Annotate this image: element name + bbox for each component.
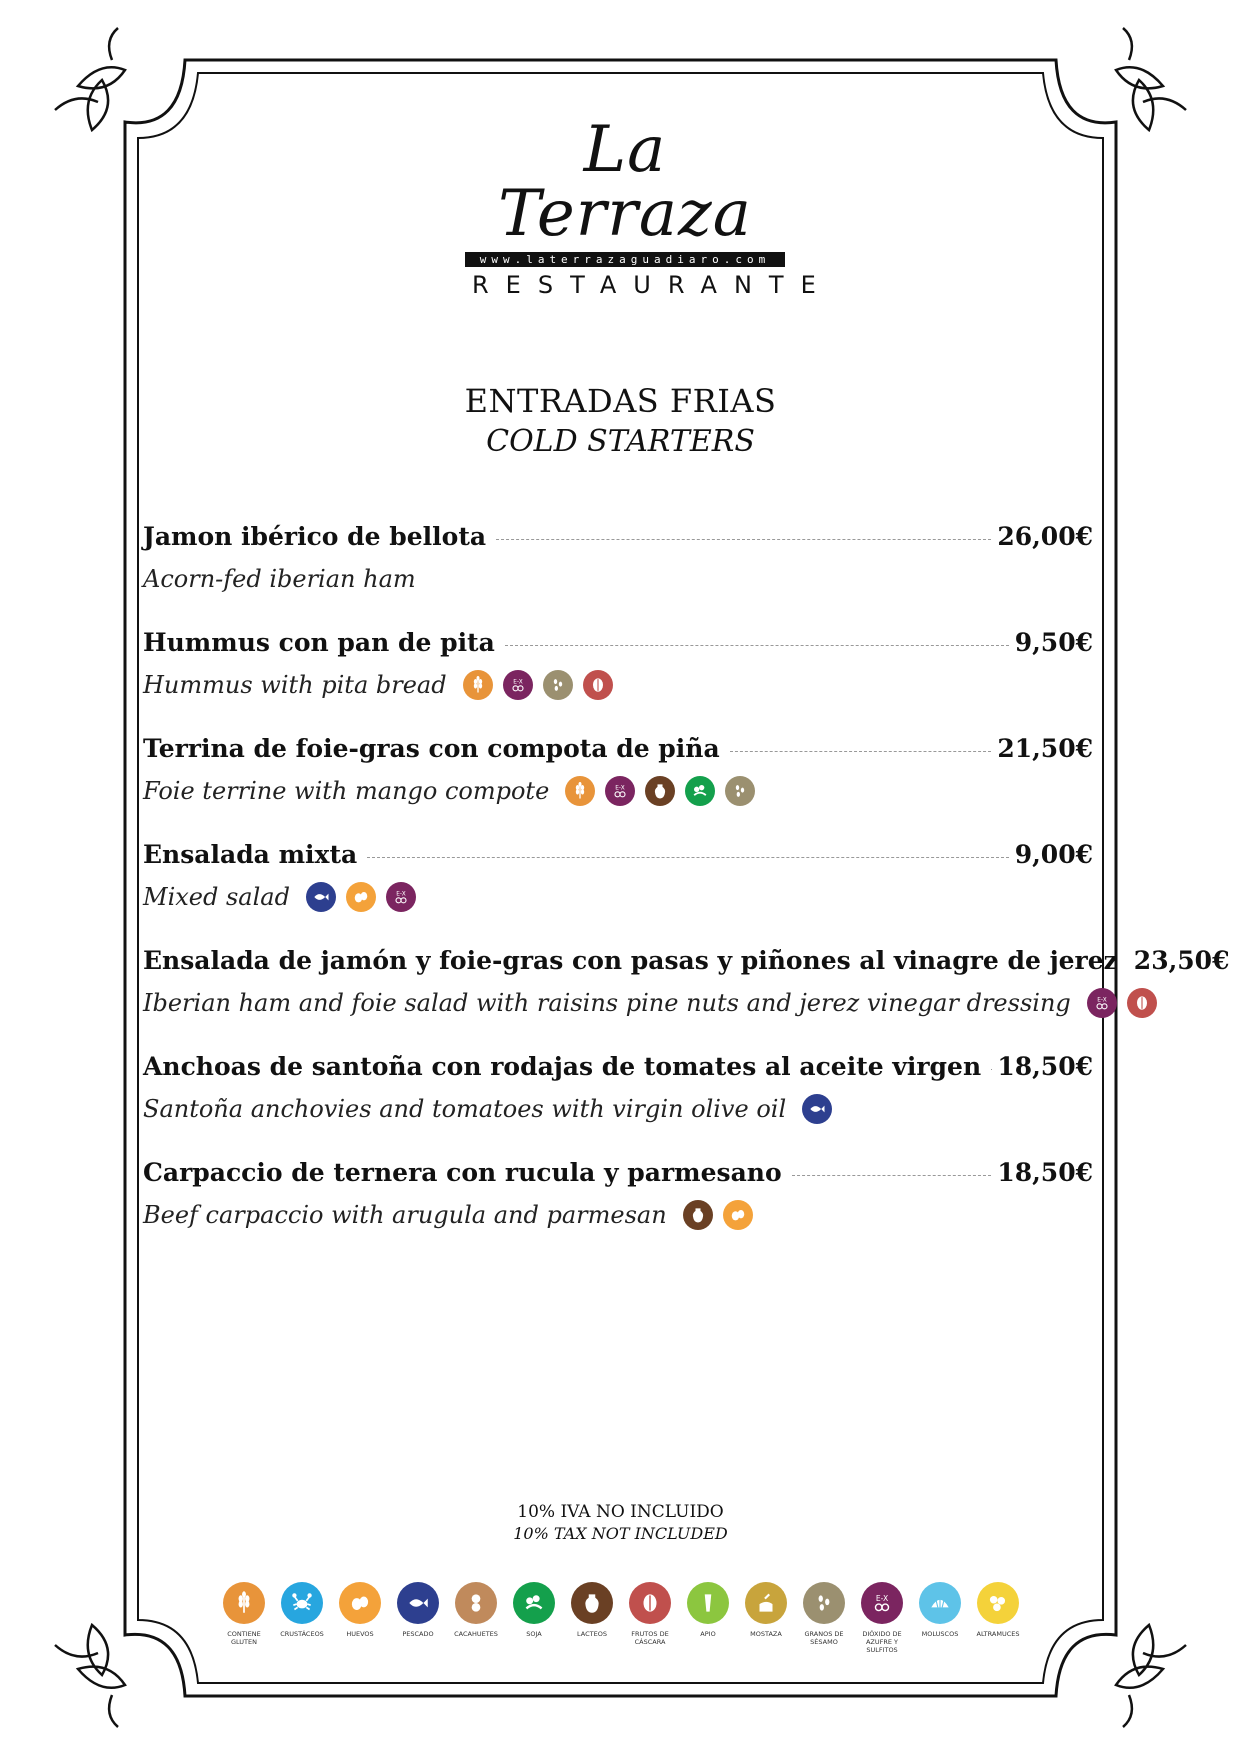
allergen-icons [1087,988,1157,1018]
legend-label: PESCADO [402,1630,434,1638]
legend-label: APIO [700,1630,716,1638]
legend-item [216,1582,272,1654]
menu-item-header [143,734,1093,770]
legend-item [912,1582,968,1654]
restaurant-logo [455,113,833,299]
legend-label: GRANOS DE SÉSAMO [804,1630,844,1646]
menu-item-details [143,772,1093,810]
dish-description: Santoña anchovies and tomatoes with virgin olive oil [143,1095,787,1123]
legend-label: CONTIENE GLUTEN [227,1630,261,1646]
logo-url: www.laterrazaguadiaro.com [465,252,785,267]
dish-description: Hummus with pita bread [143,671,447,699]
dish-price: 21,50€ [997,734,1093,763]
legend-item [448,1582,504,1654]
legend-item [332,1582,388,1654]
dish-name: Hummus con pan de pita [143,628,495,657]
legend-label: CRUSTÁCEOS [280,1630,324,1638]
legend-label: CACAHUETES [454,1630,498,1638]
frutos-allergen-icon [583,670,613,700]
dish-price: 18,50€ [997,1052,1093,1081]
sulfitos-allergen-icon [1087,988,1117,1018]
cacahuetes-allergen-icon [455,1582,497,1624]
logo-subtitle: RESTAURANTE [472,271,833,299]
legend-item [622,1582,678,1654]
svg-text:E-X: E-X [396,891,406,898]
sesamo-allergen-icon [803,1582,845,1624]
dish-name: Anchoas de santoña con rodajas de tomates al aceite virgen [143,1052,982,1081]
dish-name: Carpaccio de ternera con rucula y parmesano [143,1158,782,1187]
menu-item-header [143,628,1093,664]
pescado-allergen-icon [802,1094,832,1124]
gluten-allergen-icon [463,670,493,700]
menu-item-details [143,666,1093,704]
sulfitos-allergen-icon [503,670,533,700]
section-title-es: ENTRADAS FRIAS [464,382,777,420]
menu-item [143,1052,1093,1158]
menu-item-details [143,560,1093,598]
legend-label: FRUTOS DE CÁSCARA [631,1630,669,1646]
legend-item [564,1582,620,1654]
svg-text:E-X: E-X [615,785,626,792]
sulfitos-allergen-icon [861,1582,903,1624]
dish-price: 9,00€ [1014,840,1093,869]
legend-label: LACTEOS [577,1630,607,1638]
dish-name: Ensalada de jamón y foie-gras con pasas y piñones al vinagre de jerez [143,946,1118,975]
dish-name: Jamon ibérico de bellota [143,522,487,551]
menu-item-details [143,878,1093,916]
legend-item [970,1582,1026,1654]
soja-allergen-icon [513,1582,555,1624]
lacteos-allergen-icon [571,1582,613,1624]
sesamo-allergen-icon [725,776,755,806]
dish-price: 23,50€ [1133,946,1230,975]
altramuces-allergen-icon [977,1582,1019,1624]
dish-name: Ensalada mixta [143,840,358,869]
gluten-allergen-icon [223,1582,265,1624]
dotted-leader [496,539,991,540]
legend-item [796,1582,852,1654]
legend-item [738,1582,794,1654]
legend-label: MOSTAZA [750,1630,782,1638]
menu-item-header [143,522,1093,558]
allergen-icons [565,776,755,806]
dish-name: Terrina de foie-gras con compota de piña [143,734,720,763]
lacteos-allergen-icon [645,776,675,806]
dish-price: 18,50€ [997,1158,1093,1187]
sulfitos-allergen-icon [386,882,416,912]
crustaceos-allergen-icon [281,1582,323,1624]
menu-item-header [143,1158,1093,1194]
allergen-icons [463,670,613,700]
frutos-allergen-icon [1127,988,1157,1018]
allergen-icons [306,882,416,912]
huevos-allergen-icon [346,882,376,912]
menu-item [143,1158,1093,1264]
sulfitos-allergen-icon [605,776,635,806]
legend-item [274,1582,330,1654]
allergen-icons [802,1094,832,1124]
dish-description: Mixed salad [143,883,290,911]
menu-item [143,946,1230,1052]
dish-description: Beef carpaccio with arugula and parmesan [143,1201,667,1229]
legend-item [506,1582,562,1654]
dish-description: Acorn-fed iberian ham [143,565,416,593]
moluscos-allergen-icon [919,1582,961,1624]
legend-label: ALTRAMUCES [976,1630,1020,1638]
gluten-allergen-icon [565,776,595,806]
dotted-leader [792,1175,992,1176]
logo-title: La Terraza [498,113,752,251]
svg-text:E-X: E-X [512,679,523,686]
allergen-legend [216,1582,1026,1654]
dish-description: Foie terrine with mango compote [143,777,550,805]
apio-allergen-icon [687,1582,729,1624]
legend-label: DIÓXIDO DE AZUFRE Y SULFITOS [862,1630,902,1654]
svg-text:E-X: E-X [1097,997,1107,1004]
allergen-icons [683,1200,753,1230]
legend-label: SOJA [526,1630,542,1638]
soja-allergen-icon [685,776,715,806]
dish-price: 26,00€ [997,522,1093,551]
legend-label: MOLUSCOS [921,1630,959,1638]
frutos-allergen-icon [629,1582,671,1624]
huevos-allergen-icon [339,1582,381,1624]
dotted-leader [730,751,992,752]
legend-item [390,1582,446,1654]
mostaza-allergen-icon [745,1582,787,1624]
tax-note-es: 10% IVA NO INCLUIDO [517,1502,724,1522]
menu-item [143,628,1093,734]
legend-label: HUEVOS [346,1630,374,1638]
tax-note-en: 10% TAX NOT INCLUDED [513,1524,728,1543]
huevos-allergen-icon [723,1200,753,1230]
section-title-en: COLD STARTERS [486,424,755,459]
svg-text:E-X: E-X [875,1593,889,1603]
menu-item [143,840,1093,946]
menu-item-header [143,840,1093,876]
dotted-leader [505,645,1009,646]
dish-price: 9,50€ [1014,628,1093,657]
pescado-allergen-icon [397,1582,439,1624]
menu-items-list [143,522,1230,1264]
legend-item [854,1582,910,1654]
sesamo-allergen-icon [543,670,573,700]
dish-description: Iberian ham and foie salad with raisins pine nuts and jerez vinegar dressing [143,989,1071,1017]
menu-item [143,522,1093,628]
lacteos-allergen-icon [683,1200,713,1230]
legend-item [680,1582,736,1654]
menu-item-details [143,1196,1093,1234]
menu-item-details [143,1090,1093,1128]
pescado-allergen-icon [306,882,336,912]
menu-item [143,734,1093,840]
dotted-leader [367,857,1009,858]
menu-item-header [143,946,1230,982]
menu-item-header [143,1052,1093,1088]
menu-item-details [143,984,1107,1022]
